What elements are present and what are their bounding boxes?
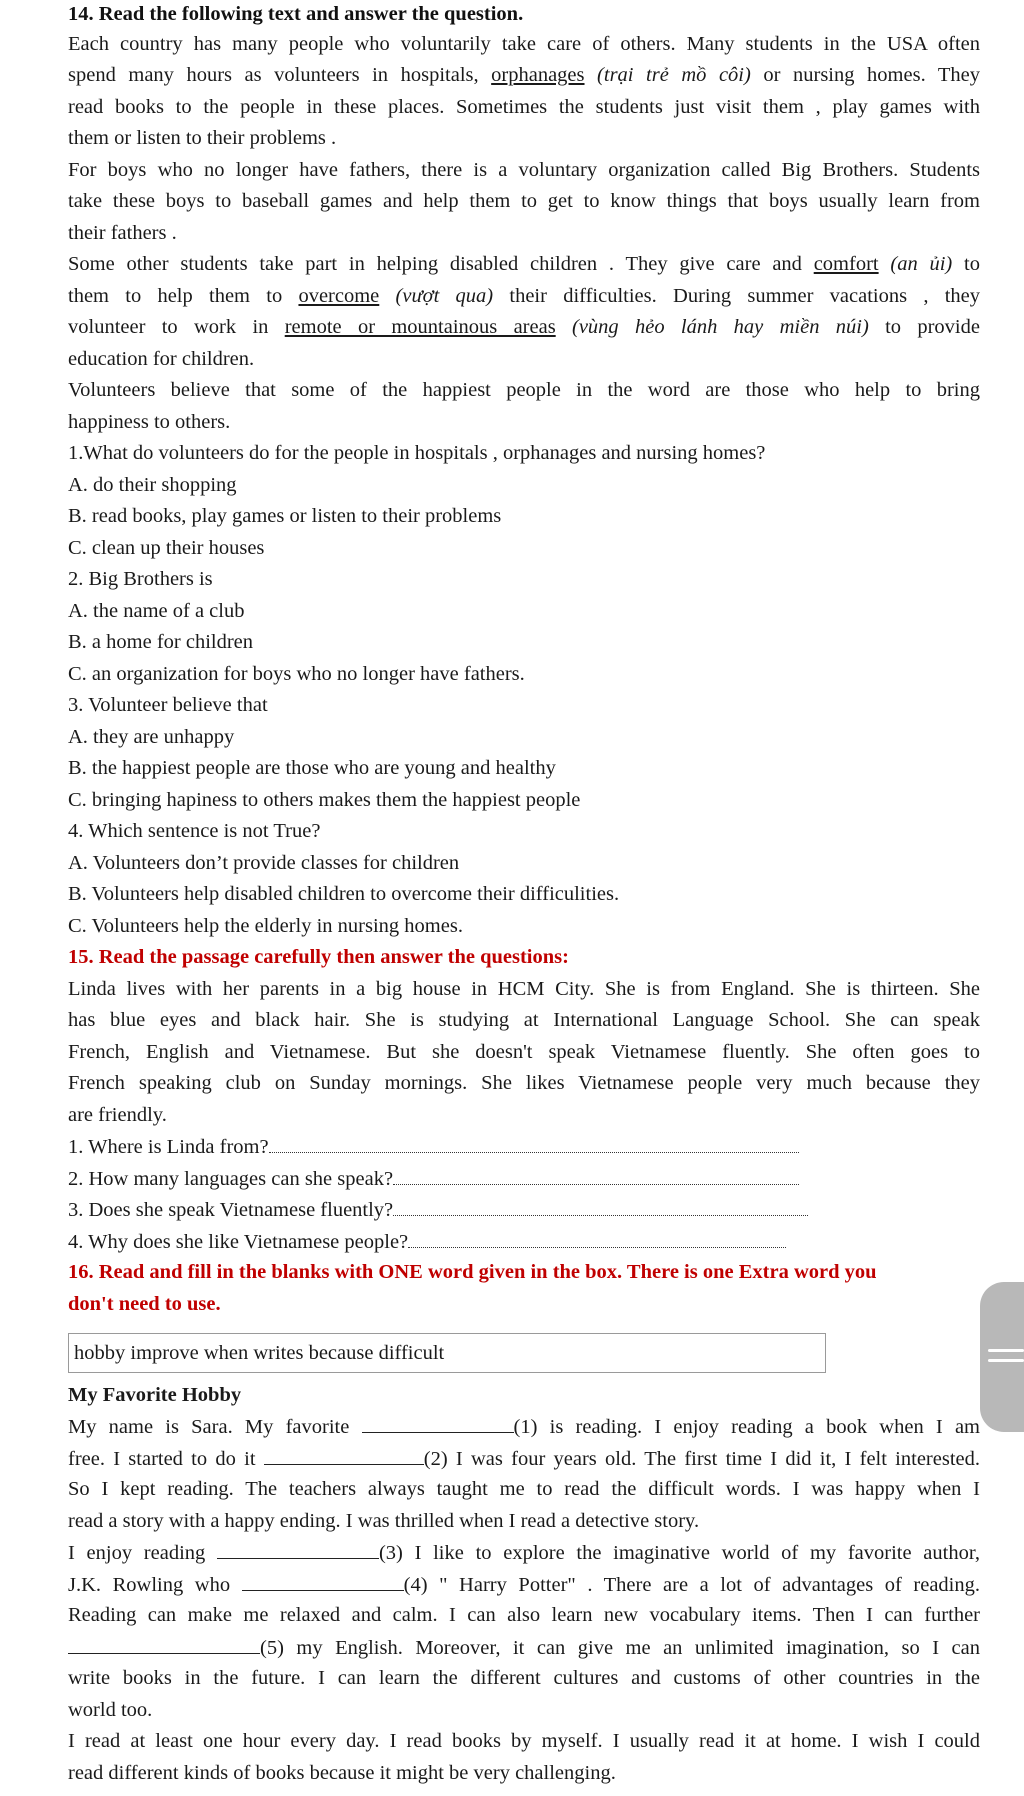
question-3: 3. Volunteer believe that — [68, 694, 268, 716]
vocab-orphanages: orphanages — [491, 64, 585, 86]
passage-14-line: read books to the people in these places. Sometimes the students just visit them , play games with — [68, 96, 980, 118]
passage-15-line: French, English and Vietnamese. But she doesn't speak Vietnamese fluently. She often goes to — [68, 1041, 980, 1063]
passage-16-line: J.K. Rowling who (4) " Harry Potter" . There are a lot of advantages of reading. — [68, 1568, 980, 1600]
option-1a: A. do their shopping — [68, 474, 237, 496]
passage-14-line: take these boys to baseball games and help them to get to know things that boys usually learn from — [68, 190, 980, 212]
passage-16-line: My name is Sara. My favorite (1) is reading. I enjoy reading a book when I am — [68, 1410, 980, 1442]
section-15-heading: 15. Read the passage carefully then answer the questions: — [68, 946, 569, 968]
answer-line[interactable] — [269, 1130, 799, 1153]
blank-5[interactable] — [68, 1631, 260, 1654]
passage-14-line: Some other students take part in helping disabled children . They give care and comfort (an ủi) to — [68, 253, 980, 275]
vietnamese-gloss: (vượt qua) — [379, 285, 494, 307]
passage-14-line: their fathers . — [68, 222, 177, 244]
option-3c: C. bringing hapiness to others makes them the happiest people — [68, 789, 581, 811]
handle-grip-icon — [988, 1359, 1024, 1362]
passage-14-line: them to help them to overcome (vượt qua) their difficulties. During summer vacations , they — [68, 285, 980, 307]
vocab-remote-areas: remote or mountainous areas — [284, 316, 556, 338]
option-3b: B. the happiest people are those who are young and healthy — [68, 757, 556, 779]
question-2: 2. Big Brothers is — [68, 568, 213, 590]
option-2c: C. an organization for boys who no longer have fathers. — [68, 663, 525, 685]
answer-line[interactable] — [393, 1193, 808, 1216]
blank-3[interactable] — [217, 1536, 379, 1559]
vietnamese-gloss: (vùng hẻo lánh hay miền núi) — [555, 316, 869, 338]
side-panel-handle[interactable] — [980, 1282, 1024, 1432]
passage-16-line: free. I started to do it (2) I was four years old. The first time I did it, I felt interested. — [68, 1442, 980, 1474]
short-answer-2: 2. How many languages can she speak? — [68, 1162, 980, 1194]
handle-grip-icon — [988, 1349, 1024, 1352]
passage-16-line: write books in the future. I can learn the different cultures and customs of other countries in the — [68, 1667, 980, 1689]
vocab-overcome: overcome — [298, 285, 380, 307]
passage-16-line: (5) my English. Moreover, it can give me an unlimited imagination, so I can — [68, 1631, 980, 1663]
blank-1[interactable] — [362, 1410, 514, 1433]
passage-15-line: Linda lives with her parents in a big house in HCM City. She is from England. She is thirteen. She — [68, 978, 980, 1000]
passage-15-line: French speaking club on Sunday mornings. She likes Vietnamese people very much because they — [68, 1072, 980, 1094]
blank-2[interactable] — [264, 1442, 424, 1465]
passage-14-line: For boys who no longer have fathers, there is a voluntary organization called Big Brothers. Students — [68, 159, 980, 181]
option-4c: C. Volunteers help the elderly in nursing homes. — [68, 915, 463, 937]
passage-15-line: has blue eyes and black hair. She is studying at International Language School. She can speak — [68, 1009, 980, 1031]
blank-4[interactable] — [242, 1568, 404, 1591]
passage-16-line: I enjoy reading (3) I like to explore the imaginative world of my favorite author, — [68, 1536, 980, 1568]
passage-16-line: I read at least one hour every day. I read books by myself. I usually read it at home. I wish I could — [68, 1730, 980, 1752]
answer-line[interactable] — [393, 1162, 799, 1185]
passage-14-line: Volunteers believe that some of the happiest people in the word are those who help to bring — [68, 379, 980, 401]
vietnamese-gloss: (trại trẻ mồ côi) — [584, 64, 751, 86]
option-1b: B. read books, play games or listen to their problems — [68, 505, 502, 527]
passage-16-line: world too. — [68, 1699, 153, 1721]
answer-line[interactable] — [408, 1225, 786, 1248]
option-1c: C. clean up their houses — [68, 537, 265, 559]
section-16-heading: 16. Read and fill in the blanks with ONE word given in the box. There is one Extra word you — [68, 1261, 877, 1283]
option-4b: B. Volunteers help disabled children to overcome their difficulities. — [68, 883, 620, 905]
question-1: 1.What do volunteers do for the people in hospitals , orphanages and nursing homes? — [68, 442, 766, 464]
passage-14-line: spend many hours as volunteers in hospitals, orphanages (trại trẻ mồ côi) or nursing homes. They — [68, 64, 980, 86]
passage-14-line: education for children. — [68, 348, 255, 370]
vocab-comfort: comfort — [813, 253, 879, 275]
option-4a: A. Volunteers don’t provide classes for children — [68, 852, 460, 874]
short-answer-3: 3. Does she speak Vietnamese fluently? — [68, 1193, 980, 1225]
option-2b: B. a home for children — [68, 631, 254, 653]
short-answer-1: 1. Where is Linda from? — [68, 1130, 980, 1162]
passage-16-line: read a story with a happy ending. I was thrilled when I read a detective story. — [68, 1510, 700, 1532]
question-4: 4. Which sentence is not True? — [68, 820, 321, 842]
passage-title: My Favorite Hobby — [68, 1384, 242, 1406]
section-14-heading: 14. Read the following text and answer the question. — [68, 3, 524, 25]
passage-14-line: volunteer to work in remote or mountainous areas (vùng hẻo lánh hay miền núi) to provide — [68, 316, 980, 338]
passage-14-line: them or listen to their problems . — [68, 127, 337, 149]
passage-16-line: read different kinds of books because it might be very challenging. — [68, 1762, 616, 1784]
word-box: hobby improve when writes because difficult — [68, 1333, 826, 1373]
passage-15-line: are friendly. — [68, 1104, 167, 1126]
passage-14-line: Each country has many people who voluntarily take care of others. Many students in the USA often — [68, 33, 980, 55]
passage-16-line: Reading can make me relaxed and calm. I can also learn new vocabulary items. Then I can further — [68, 1604, 980, 1626]
section-16-heading-cont: don't need to use. — [68, 1293, 221, 1315]
short-answer-4: 4. Why does she like Vietnamese people? — [68, 1225, 980, 1257]
passage-14-line: happiness to others. — [68, 411, 231, 433]
option-3a: A. they are unhappy — [68, 726, 235, 748]
vietnamese-gloss: (an ủi) — [878, 253, 953, 275]
passage-16-line: So I kept reading. The teachers always taught me to read the difficult words. I was happy when I — [68, 1478, 980, 1500]
option-2a: A. the name of a club — [68, 600, 245, 622]
